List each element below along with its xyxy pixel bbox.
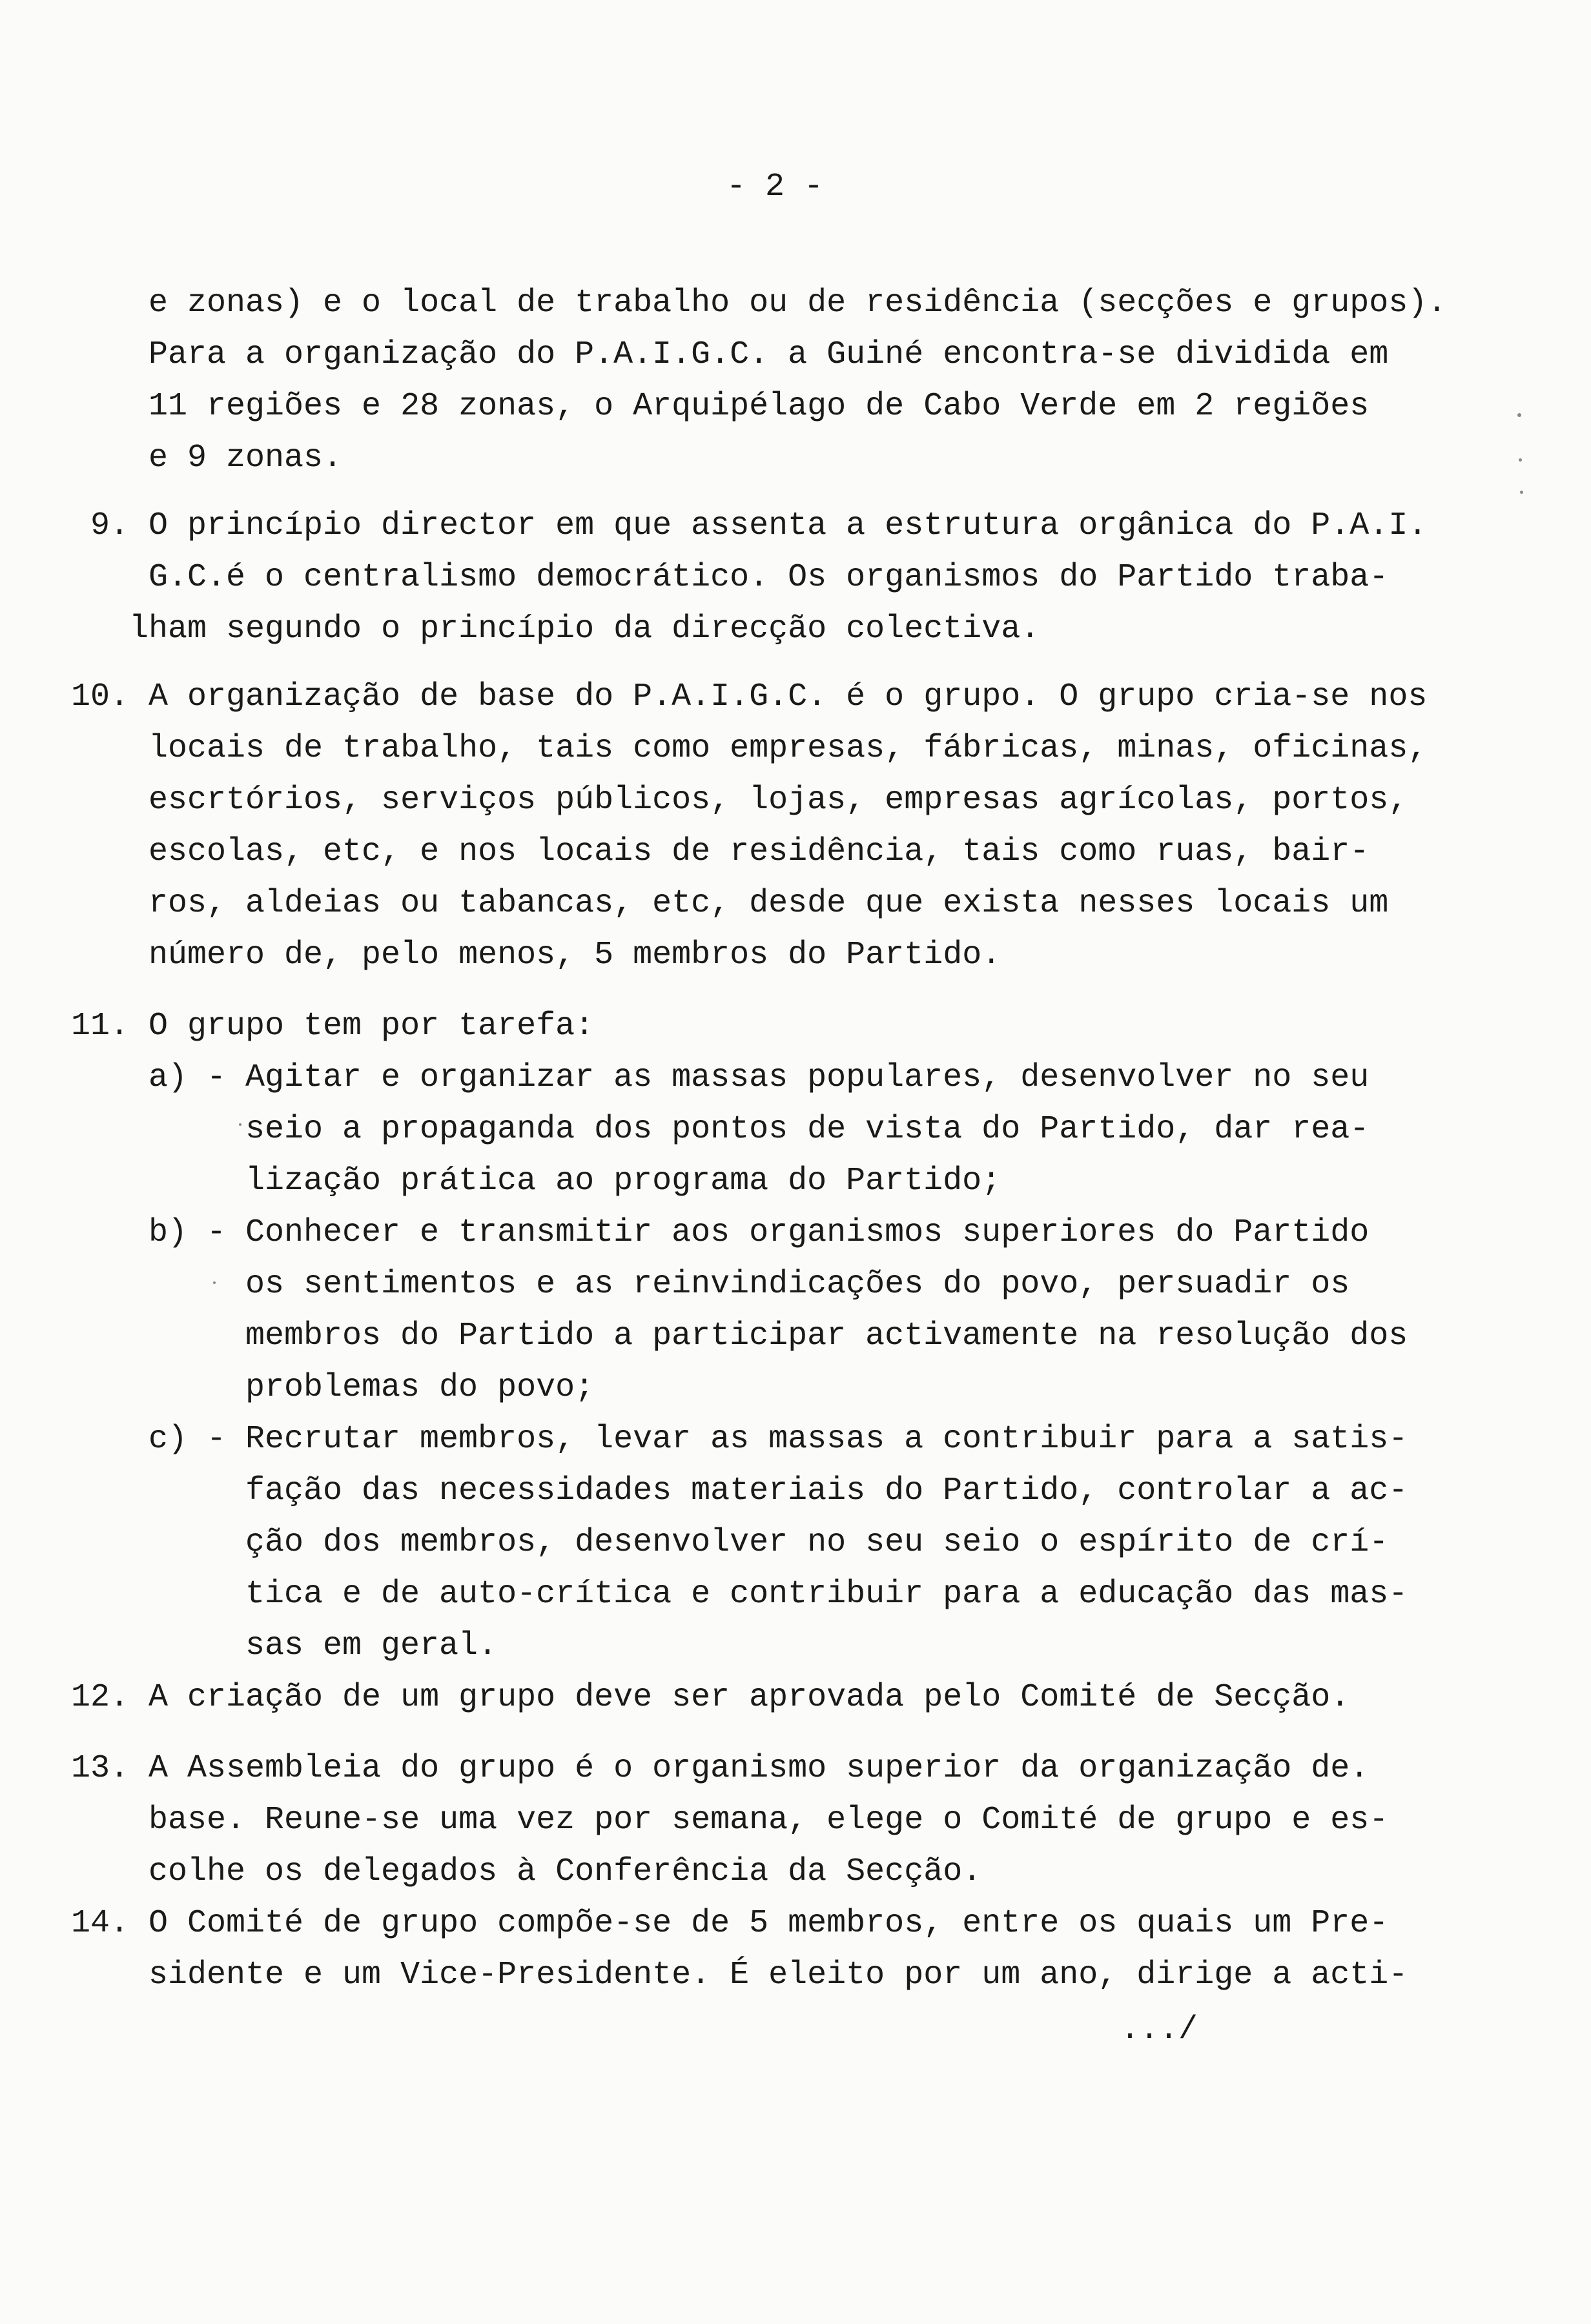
text-line: escrtórios, serviços públicos, lojas, empresas agrícolas, portos,: [149, 782, 1408, 819]
text-line: O Comité de grupo compõe-se de 5 membros, entre os quais um Pre-: [149, 1905, 1389, 1942]
text-line: 11 regiões e 28 zonas, o Arquipélago de Cabo Verde em 2 regiões: [149, 388, 1370, 425]
item-label: c) -: [149, 1421, 227, 1458]
scan-speck: [1520, 491, 1523, 494]
text-line: colhe os delegados à Conferência da Secção.: [149, 1853, 982, 1890]
article-number: 9.: [90, 507, 130, 544]
text-line: A Assembleia do grupo é o organismo superior da organização de.: [149, 1750, 1370, 1787]
text-line: G.C.é o centralismo democrático. Os organismos do Partido traba-: [149, 559, 1389, 596]
text-line: Recrutar membros, levar as massas a contribuir para a satis-: [245, 1421, 1408, 1458]
article-number: 13.: [71, 1750, 130, 1787]
article-number: 12.: [71, 1679, 130, 1716]
text-line: escolas, etc, e nos locais de residência, tais como ruas, bair-: [149, 833, 1370, 870]
text-line: locais de trabalho, tais como empresas, fábricas, minas, oficinas,: [149, 730, 1428, 767]
text-line: Agitar e organizar as massas populares, desenvolver no seu: [245, 1059, 1370, 1096]
text-line: sidente e um Vice-Presidente. É eleito por um ano, dirige a acti-: [149, 1957, 1408, 1993]
text-line: base. Reune-se uma vez por semana, elege o Comité de grupo e es-: [149, 1802, 1389, 1839]
text-line: seio a propaganda dos pontos de vista do Partido, dar rea-: [245, 1111, 1370, 1148]
text-line: lham segundo o princípio da direcção colectiva.: [129, 611, 1040, 647]
text-line: Para a organização do P.A.I.G.C. a Guiné encontra-se dividida em: [149, 336, 1389, 373]
text-line: Conhecer e transmitir aos organismos superiores do Partido: [245, 1214, 1370, 1251]
continuation-marker: .../: [1120, 2012, 1198, 2048]
text-line: problemas do povo;: [245, 1369, 595, 1406]
text-line: O princípio director em que assenta a estrutura orgânica do P.A.I.: [149, 507, 1428, 544]
text-line: tica e de auto-crítica e contribuir para a educação das mas-: [245, 1576, 1408, 1613]
scan-speck: [213, 1281, 216, 1284]
text-line: número de, pelo menos, 5 membros do Partido.: [149, 937, 1001, 973]
text-line: e 9 zonas.: [149, 440, 343, 476]
scan-speck: [1519, 458, 1522, 462]
text-line: A criação de um grupo deve ser aprovada pelo Comité de Secção.: [149, 1679, 1350, 1716]
text-line: lização prática ao programa do Partido;: [245, 1163, 1001, 1199]
article-number: 10.: [71, 678, 130, 715]
text-line: O grupo tem por tarefa:: [149, 1008, 595, 1045]
article-number: 11.: [71, 1008, 130, 1045]
item-label: b) -: [149, 1214, 227, 1251]
text-line: e zonas) e o local de trabalho ou de residência (secções e grupos).: [149, 285, 1447, 321]
article-number: 14.: [71, 1905, 130, 1942]
text-line: fação das necessidades materiais do Partido, controlar a ac-: [245, 1473, 1408, 1509]
text-line: os sentimentos e as reinvindicações do povo, persuadir os: [245, 1266, 1350, 1303]
page-number: - 2 -: [726, 168, 824, 205]
text-line: ção dos membros, desenvolver no seu seio o espírito de crí-: [245, 1524, 1389, 1561]
text-line: membros do Partido a participar activamente na resolução dos: [245, 1318, 1408, 1354]
text-line: ros, aldeias ou tabancas, etc, desde que exista nesses locais um: [149, 885, 1389, 922]
scan-speck: [1517, 413, 1521, 417]
scan-speck: [239, 1123, 241, 1126]
text-line: sas em geral.: [245, 1627, 498, 1664]
item-label: a) -: [149, 1059, 227, 1096]
text-line: A organização de base do P.A.I.G.C. é o grupo. O grupo cria-se nos: [149, 678, 1428, 715]
